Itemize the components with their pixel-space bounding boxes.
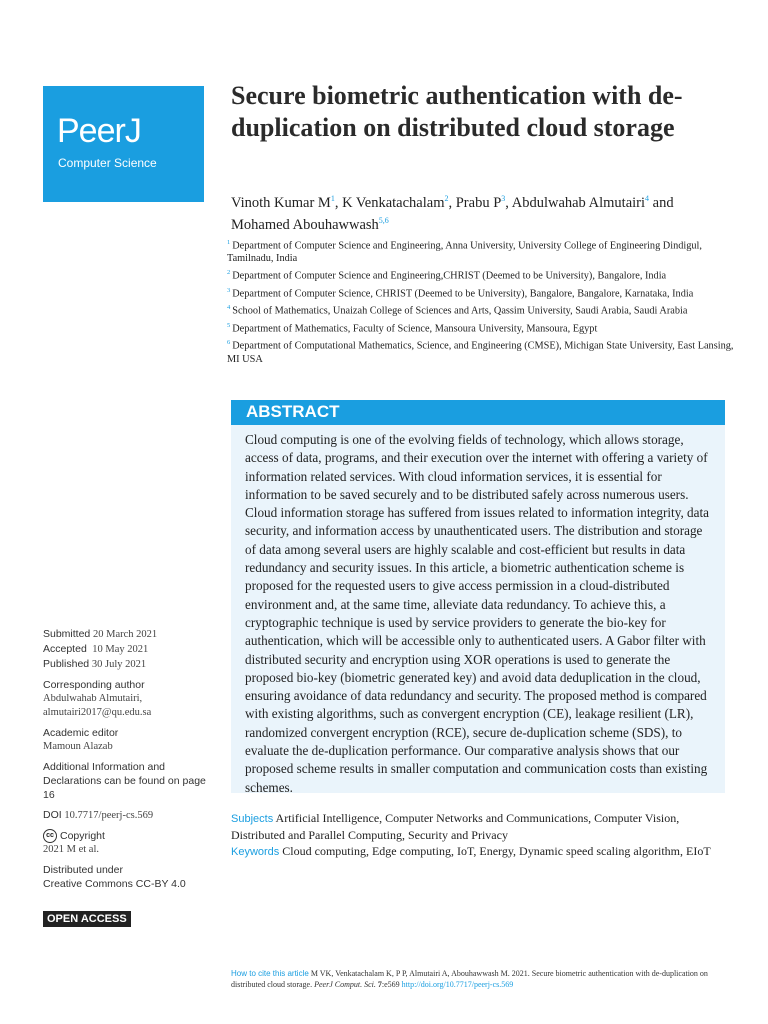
distributed-label: Distributed under [43,864,123,877]
published-label: Published [43,658,90,670]
copyright-row [43,829,218,843]
academic-editor-name: Mamoun Alazab [43,741,113,752]
citation-footer [231,968,721,990]
author-name: Abdulwahab Almutairi [511,194,646,211]
affiliation-list [227,236,737,367]
subjects-label: Subjects [231,813,274,825]
author-name: Vinoth Kumar M [231,194,331,211]
affiliation-text: Department of Computer Science and Engineering,CHRIST (Deemed to be University), Bangalore, India [232,270,667,282]
author-separator: , [334,194,343,211]
author-separator: , [505,194,512,211]
affiliation-text: School of Mathematics, Unaizah College of Sciences and Arts, Qassim University, Saudi Arabia, Saudi Arabia [232,305,688,317]
affiliation-item [227,266,737,282]
corresponding-author-label: Corresponding author [43,679,145,691]
affiliation-text: Department of Mathematics, Faculty of Science, Mansoura University, Mansoura, Egypt [232,323,598,335]
copyright-label: Copyright [60,830,105,842]
published-date: 30 July 2021 [91,659,147,670]
doi-link[interactable]: 10.7717/peerj-cs.569 [64,810,154,821]
affiliation-number: 2 [227,269,231,277]
keywords-label: Keywords [231,846,280,858]
license-text[interactable]: Creative Commons CC-BY 4.0 [43,878,186,891]
affiliation-item [227,236,737,265]
author-name: Mohamed Abouhawwash [231,216,379,233]
author-affiliation-sup: 4 [645,194,650,203]
accepted-row [43,642,218,657]
published-row [43,657,218,672]
open-access-badge: OPEN ACCESS [43,911,131,927]
submitted-label: Submitted [43,628,91,640]
doi-row [43,808,218,823]
affiliation-text: Department of Computational Mathematics, Science, and Engineering (CMSE), Michigan State University, East Lansing, MI USA [227,340,734,365]
author-name: K Venkatachalam [342,194,445,211]
affiliation-item [227,284,737,300]
author-affiliation-sup: 5,6 [378,215,389,225]
affiliation-number: 1 [227,239,231,246]
abstract-heading: ABSTRACT [246,402,340,421]
author-list [231,190,731,234]
accepted-date: 10 May 2021 [92,644,149,655]
author-name: Prabu P [455,194,502,211]
citation-label: How to cite this article [231,969,309,978]
logo-subtitle: Computer Science [58,156,157,170]
author-affiliation-sup: 2 [444,194,449,203]
author-separator: , [448,194,456,211]
affiliation-item [227,336,737,365]
citation-text: M VK, Venkatachalam K, P P, Almutairi A, Abouhawwash M. 2021. Secure biometric authentication with de-duplication on distributed cloud storage. [231,969,708,989]
subjects [231,810,721,843]
accepted-label: Accepted [43,643,87,655]
article-sidebar [43,627,218,891]
keywords [231,843,721,860]
copyright-value: 2021 M et al. [43,844,99,856]
abstract-text: Cloud computing is one of the evolving fields of technology, which allows storage, access of data, programs, and their execution over the internet with offering a variety of information related services. With cloud information services, it is essential for information to be saved securely and to be distributed safely across numerous users. Cloud information storage has suffered from issues related to information integrity, data security, and information access by unauthenticated users. The distribution and storage of data among several users are highly scalable and cost-efficient but results in data redundancy and security issues. In this article, a biometric authentication scheme is proposed for the requested users to give access permission in a cloud-distributed environment and, at the same time, alleviate data redundancy. To achieve this, a cryptographic technique is used by service providers to generate the bio-key for authentication, which will be accessible only to authenticated users. A Gabor filter with distributed security and encryption using XOR operations is used to generate the proposed bio-key (biometric generated key) and avoid data deduplication in the cloud, ensuring avoidance of data redundancy and security. The proposed method is compared with existing algorithms, such as convergent encryption (CE), leakage resilient (LR), randomized convergent encryption (RCE), secure de-duplication scheme (SDS), to evaluate the de-duplication performance. Our comparative analysis shows that our proposed scheme results in smaller computation and communication costs than existing schemes. [245,432,710,795]
affiliation-text: Department of Computer Science and Engineering, Anna University, University College of Engineering Dindigul, Tamilnadu, India [227,240,702,265]
citation-article: :e569 [381,980,400,989]
author-affiliation-sup: 1 [330,194,335,203]
copyright-cc-icon: cc [43,829,57,843]
abstract-header [231,400,725,425]
author-separator: and [649,194,674,211]
submitted-row [43,627,218,642]
affiliation-item [227,301,737,317]
affiliation-item [227,319,737,335]
affiliation-text: Department of Computer Science, CHRIST (Deemed to be University), Bangalore, Bangalore, Karnataka, India [232,288,694,300]
logo-word: PeerJ [57,112,141,150]
author-affiliation-sup: 3 [501,194,506,203]
citation-volume: 7 [377,980,382,989]
affiliation-number: 4 [227,304,231,312]
article-title: Secure biometric authentication with de-duplication on distributed cloud storage [231,81,683,142]
affiliation-number: 6 [227,339,231,347]
academic-editor-label: Academic editor [43,727,119,739]
doi-label: DOI [43,809,62,821]
corresponding-author-email[interactable]: almutairi2017@qu.edu.sa [43,707,152,718]
journal-logo [43,86,204,202]
subjects-text: Artificial Intelligence, Computer Networks and Communications, Computer Vision, Distributed and Parallel Computing, Security and Privacy [231,811,680,842]
corresponding-author-name: Abdulwahab Almutairi, [43,693,143,704]
submitted-date: 20 March 2021 [93,629,158,640]
citation-doi-link[interactable]: http://doi.org/10.7717/peerj-cs.569 [401,980,514,989]
keywords-text: Cloud computing, Edge computing, IoT, Energy, Dynamic speed scaling algorithm, EIoT [282,844,711,858]
affiliation-number: 5 [227,321,231,329]
citation-journal: PeerJ Comput. Sci. [314,980,376,989]
additional-information: Additional Information and Declarations can be found on page 16 [43,761,206,801]
affiliation-number: 3 [227,286,231,294]
